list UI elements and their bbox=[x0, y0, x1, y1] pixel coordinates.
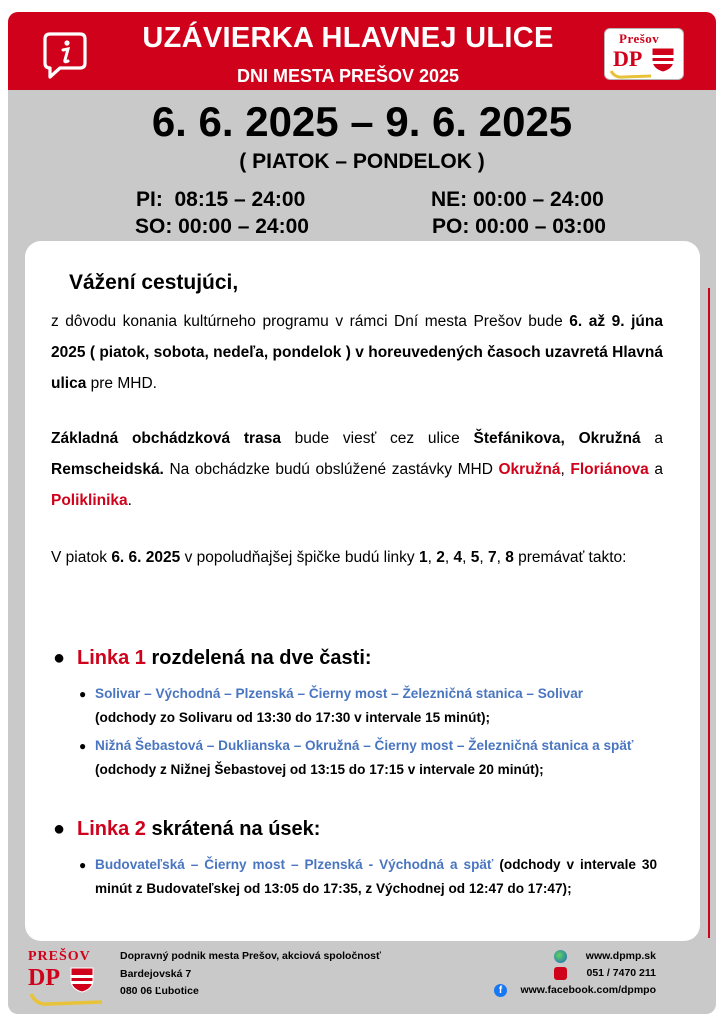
linka2-heading: ● Linka 2 skrátená na úsek: bbox=[53, 818, 321, 840]
hours-sunday: NE: 00:00 – 24:00 bbox=[431, 188, 604, 211]
header-bar bbox=[8, 12, 716, 90]
page-subtitle: DNI MESTA PREŠOV 2025 bbox=[236, 66, 460, 86]
bullet-icon: ● bbox=[79, 739, 87, 753]
bullet-icon: ● bbox=[53, 818, 66, 840]
footer-facebook-link[interactable]: www.facebook.com/dpmpo bbox=[520, 984, 656, 996]
footer-coat-of-arms-icon bbox=[70, 967, 94, 993]
dp-logo bbox=[604, 28, 684, 80]
paragraph-detour: Základná obchádzková trasa bude viesť cez ulice Štefánikova, Okružná a Remscheidská. Na obchádzke budú obslúžené zastávky MHD Okružná, Floriánova a Poliklinika. bbox=[51, 430, 663, 509]
greeting: Vážení cestujúci, bbox=[69, 271, 239, 294]
stop-okruzna: Okružná bbox=[498, 461, 561, 478]
coat-of-arms-icon bbox=[651, 47, 675, 73]
info-icon bbox=[42, 31, 88, 79]
footer-logo-swoosh-icon bbox=[28, 991, 104, 1007]
linka1-route-1: ● Solivar – Východná – Plzenská – Čierny most – Železničná stanica – Solivar (odchody zo Solivaru od 13:30 do 17:30 v intervale 15 minút); bbox=[95, 682, 657, 730]
globe-icon bbox=[554, 950, 567, 963]
paragraph-friday-lines: V piatok 6. 6. 2025 v popoludňajšej špičke budú linky 1, 2, 4, 5, 7, 8 premávať takto: bbox=[51, 549, 627, 566]
logo-mark-text: DP bbox=[613, 46, 643, 71]
footer-web-link[interactable]: www.dpmp.sk bbox=[585, 950, 656, 962]
footer-logo-city-text: PREŠOV bbox=[28, 949, 91, 964]
date-range: 6. 6. 2025 – 9. 6. 2025 bbox=[151, 98, 573, 145]
phone-icon bbox=[554, 967, 567, 980]
paragraph-closure: z dôvodu konania kultúrneho programu v rámci Dní mesta Prešov bude 6. až 9. júna 2025 ( piatok, sobota, nedeľa, pondelok ) v horeuvedených časoch uzavretá Hlavná ulica pre MHD. bbox=[51, 313, 663, 392]
bullet-icon: ● bbox=[53, 647, 66, 669]
footer-phone: 051 / 7470 211 bbox=[586, 967, 656, 979]
footer-logo bbox=[26, 949, 106, 1011]
logo-city-text: Prešov bbox=[619, 31, 660, 46]
linka1-heading: ● Linka 1 rozdelená na dve časti: bbox=[53, 647, 372, 669]
footer-logo-mark-text: DP bbox=[28, 965, 60, 991]
hours-saturday: SO: 00:00 – 24:00 bbox=[135, 215, 309, 238]
facebook-icon: f bbox=[494, 984, 507, 997]
hours-friday: PI: 08:15 – 24:00 bbox=[136, 188, 306, 211]
poster-frame bbox=[8, 12, 716, 1014]
hours-monday: PO: 00:00 – 03:00 bbox=[432, 215, 606, 238]
footer-company: Dopravný podnik mesta Prešov, akciová spoločnosť bbox=[120, 950, 382, 962]
bullet-icon: ● bbox=[79, 858, 87, 872]
stop-florianova: Floriánova bbox=[570, 461, 649, 478]
linka2-route-1: ● Budovateľská – Čierny most – Plzenská - Východná a späť (odchody v intervale 30 minút z Budovateľskej od 13:05 do 17:35, z Východnej od 12:47 do 17:47); bbox=[95, 853, 657, 901]
linka1-route-2: ● Nižná Šebastová – Duklianska – Okružná – Čierny most – Železničná stanica a späť (odchody z Nižnej Šebastovej od 13:15 do 17:15 v intervale 20 minút); bbox=[95, 734, 657, 782]
footer-street: Bardejovská 7 bbox=[120, 968, 192, 980]
page-title: UZÁVIERKA HLAVNEJ ULICE bbox=[142, 22, 554, 54]
side-accent-line bbox=[708, 288, 710, 938]
footer-city: 080 06 Ľubotice bbox=[120, 985, 199, 997]
content-card bbox=[25, 241, 700, 941]
bullet-icon: ● bbox=[79, 687, 87, 701]
stop-poliklinika: Poliklinika bbox=[51, 492, 128, 509]
day-range: ( PIATOK – PONDELOK ) bbox=[239, 150, 485, 173]
logo-swoosh-icon bbox=[609, 67, 653, 79]
